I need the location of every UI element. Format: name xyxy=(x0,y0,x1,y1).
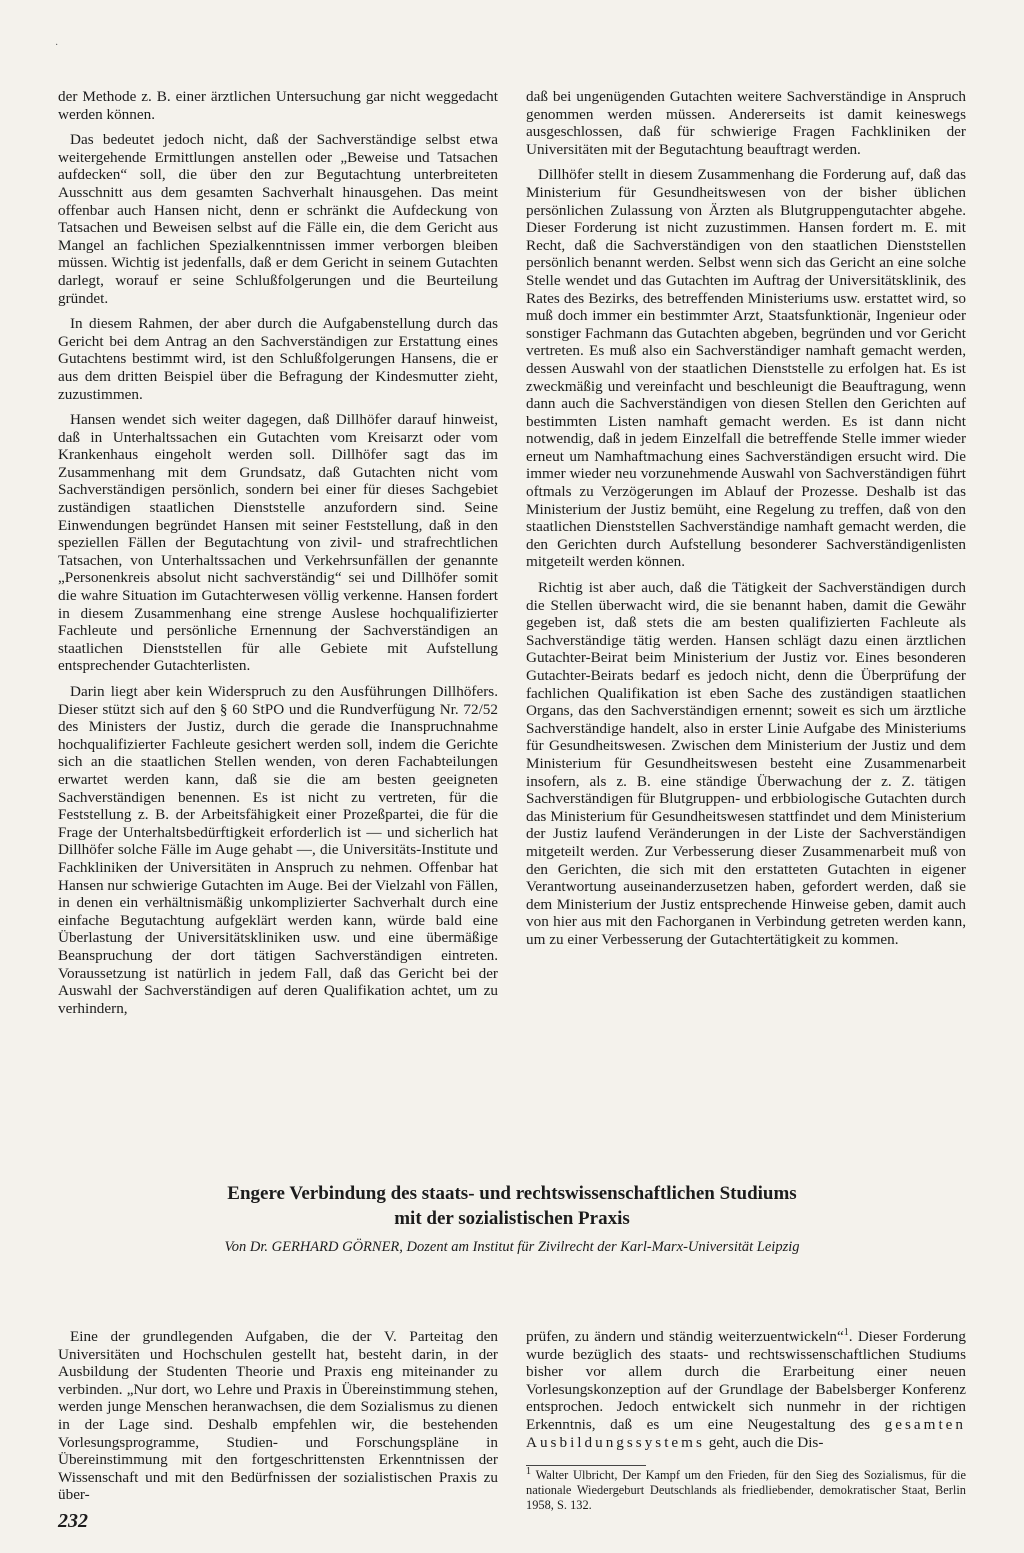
paragraph: Hansen wendet sich weiter dagegen, daß Dillhöfer darauf hinweist, daß in Unterhaltssachen ein Gutachten vom Kreisarzt oder vom Krankenhaus eingeholt werden soll. Dillhöfer sagt das im Zusammenhang mit dem Grundsatz, daß Gutachten nicht vom Sachverständigen persönlich, sondern bei einer für dieses Sachgebiet zuständigen staatlichen Dienststelle anzufordern sind. Seine Einwendungen begründet Hansen mit seiner Feststellung, daß in den speziellen Fällen der Begutachtung von zivil- und strafrechtlichen Tatsachen, von Unterhaltssachen und Verkehrsunfällen der genannte „Personenkreis absolut nicht sachverständig“ sei und Dillhöfer somit die wahre Situation im Gutachterwesen völlig verkenne. Hansen fordert in diesem Zusammenhang eine strenge Auslese hochqualifizierter Fachleute und persönliche Ernennung der Sachverständigen an staatlichen Dienststellen für alle Gebiete mit Aufstellung entsprechender Gutachterlisten. xyxy=(58,411,498,675)
column-top-right xyxy=(526,88,966,957)
paragraph: Eine der grundlegenden Aufgaben, die der V. Parteitag den Universitäten und Hochschulen gestellt hat, besteht darin, in der Ausbildung der Studenten Theorie und Praxis eng miteinander zu verbinden. „Nur dort, wo Lehre und Praxis in Übereinstimmung stehen, werden junge Menschen heranwachsen, die dem Sozialismus zu dienen in der Lage sind. Deshalb empfehlen wir, die bestehenden Vorlesungsprogramme, Studien- und Forschungspläne in Übereinstimmung mit den fortgeschrittensten Erkenntnissen der Wissenschaft und mit den Bedürfnissen der sozialistischen Praxis zu über- xyxy=(58,1328,498,1504)
footnote-text: Walter Ulbricht, Der Kampf um den Frieden, für den Sieg des Sozialismus, für die nationale Wiedergeburt Deutschlands als friedliebender, demokratischer Staat, Berlin 1958, S. 132. xyxy=(526,1468,966,1512)
paragraph-text: geht, auch die Dis- xyxy=(708,1433,824,1451)
column-top-left xyxy=(58,88,498,1025)
paragraph: der Methode z. B. einer ärztlichen Untersuchung gar nicht weggedacht werden können. xyxy=(58,88,498,123)
footnote-divider xyxy=(526,1465,646,1466)
paragraph: Das bedeutet jedoch nicht, daß der Sachverständige selbst etwa weitergehende Ermittlungen anstellen oder „Beweise und Tatsachen aufdecken“ soll, die über den zur Begutachtung unterbreiteten Ausschnitt aus dem gesamten Sachverhalt hinausgehen. Das meint offenbar auch Hansen nicht, denn er schränkt die Aufdeckung von Tatsachen und Beweisen selbst auf die Fälle ein, die dem Gericht aus Mangel an fachlichen Spezialkenntnissen immer verborgen bleiben müssen. Wichtig ist jedenfalls, daß er dem Gericht in seinem Gutachten darlegt, worauf er seine Schlußfolgerungen und die Beurteilung gründet. xyxy=(58,131,498,307)
article-title-line-2: mit der sozialistischen Praxis xyxy=(394,1208,630,1229)
column-bottom-left xyxy=(58,1328,498,1512)
paragraph: Dillhöfer stellt in diesem Zusammenhang die Forderung auf, daß das Ministerium für Gesundheitswesen von der bisher üblichen persönlichen Zulassung von Ärzten als Blutgruppengutachter abgehe. Dieser Forderung ist nicht zuzustimmen. Hansen fordert m. E. mit Recht, daß die Sachverständigen von den staatlichen Dienststellen persönlich benannt werden. Selbst wenn sich das Gericht an eine solche Stelle wendet und das Gutachten im Auftrag der Universitätsklinik, des Rates des Bezirks, des betreffenden Ministeriums usw. erstattet wird, so muß doch immer ein bestimmter Arzt, Staatsfunktionär, Ingenieur oder sonstiger Fachmann das Gutachten abgeben, begründen und vor Gericht vertreten. Es muß also ein Sachverständiger namhaft gemacht werden, dessen Auswahl von der staatlichen Dienststelle zu erfolgen hat. Es ist zweckmäßig und vereinfacht und beschleunigt die Beauftragung, wenn dann auch die Sachverständigen von diesen Stellen den Gerichten auf bestimmten Listen namhaft gemacht werden. Es ist dann nicht notwendig, daß in jedem Einzelfall die betreffende Stelle immer wieder erneut um Namhaftmachung eines Sachverständigen ersucht wird. Die immer wieder neu vorzunehmende Auswahl von Sachverständigen führt oftmals zu Verzögerungen im Ablauf der Prozesse. Deshalb ist das Ministerium der Justiz bemüht, eine Regelung zu treffen, daß von den staatlichen Dienststellen Sachverständige namhaft gemacht werden, die den Gerichten durch Aufstellung besonderer Sachverständigenlisten mitgeteilt werden können. xyxy=(526,166,966,571)
paragraph-text: prüfen, zu ändern und ständig weiterzuentwickeln“ xyxy=(526,1328,844,1345)
paragraph: Darin liegt aber kein Widerspruch zu den Ausführungen Dillhöfers. Dieser stützt sich auf den § 60 StPO und die Rundverfügung Nr. 72/52 des Ministers der Justiz, durch die gerade die Inanspruchnahme hochqualifizierter Fachleute gesichert werden soll, indem die Gerichte sich an die staatlichen Stellen wenden, von deren Fachabteilungen erwartet werden kann, daß sie die am besten geeigneten Sachverständigen benennen. Es ist nicht zu vertreten, für die Feststellung z. B. der Arbeitsfähigkeit einer Prozeßpartei, die für die Frage der Unterhaltsbedürftigkeit erforderlich ist — und sicherlich hat Dillhöfer solche Fälle im Auge gehabt —, die Universitäts-Institute und Fachkliniken der Universitäten in Anspruch zu nehmen. Offenbar hat Hansen nur schwierige Gutachten im Auge. Bei der Vielzahl von Fällen, in denen ein verhältnismäßig unkomplizierter Sachverhalt durch eine einfache Begutachtung aufgeklärt werden kann, würde bald eine Überlastung der Universitätskliniken usw. und eine übermäßige Beanspruchung der dort tätigen Sachverständigen eintreten. Voraussetzung ist natürlich in jedem Fall, daß das Gericht bei der Auswahl der Sachverständigen auf deren Qualifikation achtet, um zu verhindern, xyxy=(58,683,498,1017)
footnote xyxy=(526,1465,966,1512)
emphasized-text: gesamten Ausbildungssystems xyxy=(526,1415,966,1451)
article-byline: Von Dr. GERHARD GÖRNER, Dozent am Institut für Zivilrecht der Karl-Marx-Universität Leipzig xyxy=(224,1239,800,1255)
paragraph: Richtig ist aber auch, daß die Tätigkeit der Sachverständigen durch die Stellen überwacht wird, die sie benannt haben, damit die Gewähr gegeben ist, daß stets die am besten qualifizierten Fachleute als Sachverständige tätig werden. Hansen schlägt dazu einen ärztlichen Gutachter-Beirat beim Ministerium der Justiz vor. Eines besonderen Gutachter-Beirats bedarf es jedoch nicht, denn die Überprüfung der fachlichen Qualifikation ist eben Sache des zuständigen staatlichen Organs, das den Sachverständigen ernennt; soweit es sich um ärztliche Sachverständige handelt, also in erster Linie Aufgabe des Ministeriums für Gesundheitswesen. Zwischen dem Ministerium der Justiz und dem Ministerium für Gesundheitswesen besteht eine Zusammenarbeit insofern, als z. B. eine ständige Überwachung der z. Z. tätigen Sachverständigen für Blutgruppen- und erbbiologische Gutachten durch das Ministerium für Gesundheitswesen stattfindet und dem Ministerium der Justiz laufend Veränderungen in der Liste der Sachverständigen mitgeteilt werden. Zur Verbesserung dieser Zusammenarbeit muß von den Gerichten, die sich mit den erstatteten Gutachten in eigener Verantwortung auseinanderzusetzen haben, gefordert werden, daß sie dem Ministerium der Justiz entsprechende Hinweise geben, damit auch von hier aus mit den Fachorganen in Verbindung getreten werden kann, um zu einer Verbesserung der Gutachtertätigkeit zu kommen. xyxy=(526,579,966,948)
footnote-ref: 1 xyxy=(843,1326,849,1338)
paragraph xyxy=(526,1328,966,1451)
paragraph: In diesem Rahmen, der aber durch die Aufgabenstellung durch das Gericht bei dem Antrag an den Sachverständigen zur Erstattung eines Gutachtens bestimmt wird, ist den Schlußfolgerungen Hansens, die er aus dem dritten Beispiel über die Befragung der Kindesmutter zieht, zuzustimmen. xyxy=(58,315,498,403)
scan-mark: · xyxy=(55,40,59,51)
paragraph: daß bei ungenügenden Gutachten weitere Sachverständige in Anspruch genommen werden müssen. Andererseits ist damit keineswegs ausgeschlossen, daß für schwierige Fragen Fachkliniken der Universitäten mit der Begutachtung beauftragt werden. xyxy=(526,88,966,158)
column-bottom-right xyxy=(526,1328,966,1459)
footnote-number: 1 xyxy=(526,1465,531,1477)
article-title-line-1: Engere Verbindung des staats- und rechtswissenschaftlichen Studiums xyxy=(227,1183,797,1204)
paragraph-text: . Dieser Forderung wurde bezüglich des staats- und rechtswissenschaftlichen Studiums bisher vor allem durch die Erarbeitung einer neuen Vorlesungskonzeption auf der Grundlage der Babelsberger Konferenz entsprochen. Jedoch entwickelt sich nunmehr in der richtigen Erkenntnis, daß es um eine Neugestaltung des xyxy=(526,1328,966,1433)
article-title xyxy=(58,1181,966,1231)
page-number: 232 xyxy=(58,1510,88,1532)
